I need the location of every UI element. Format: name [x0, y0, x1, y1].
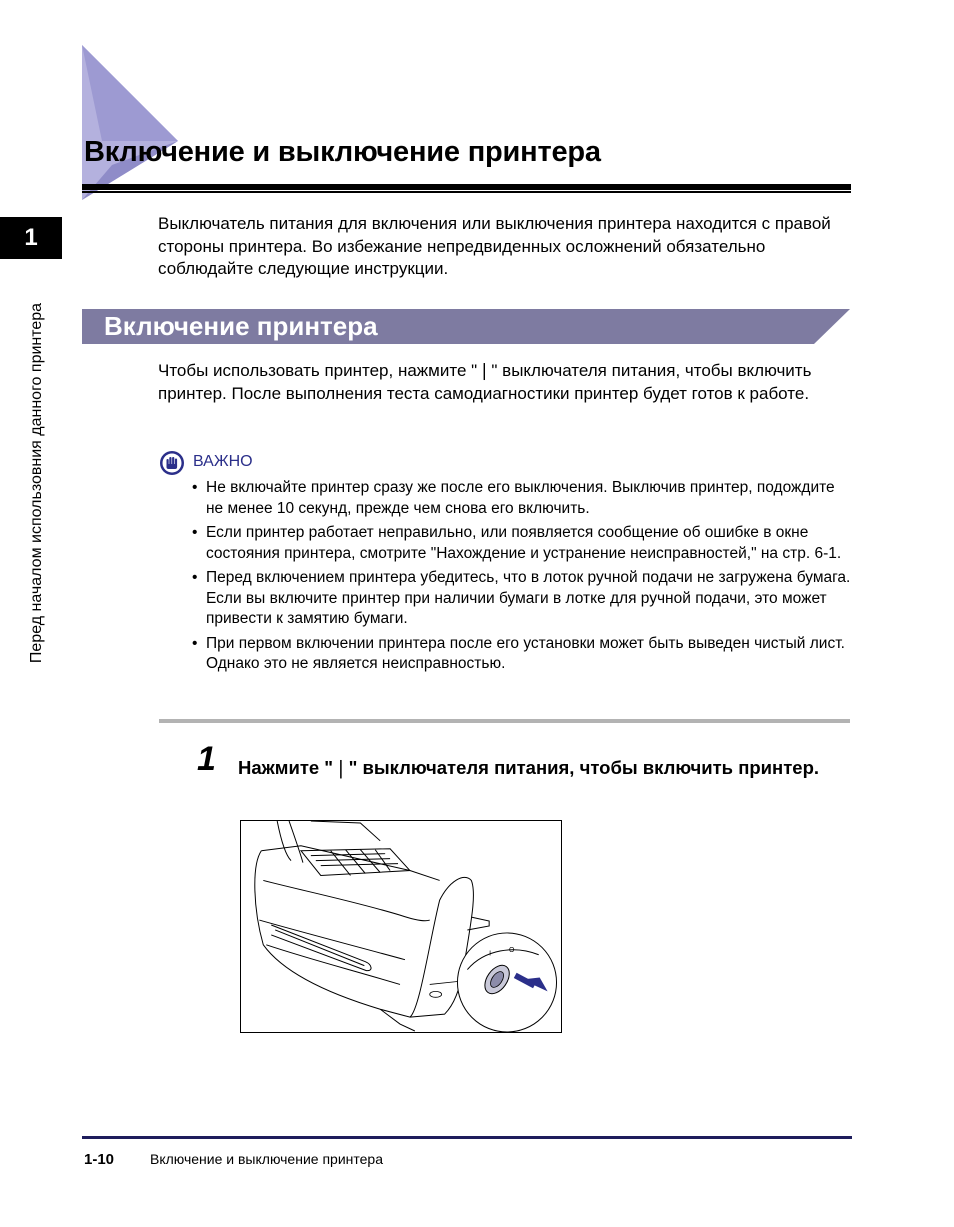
svg-text:I: I	[489, 950, 492, 958]
page-number: 1-10	[84, 1151, 115, 1168]
chapter-side-label: Перед началом использовния данного принтера	[28, 302, 45, 664]
section-separator	[159, 719, 850, 723]
hand-stop-icon	[158, 450, 186, 476]
intro-paragraph: Выключатель питания для включения или выключения принтера находится с правой стороны принтера. Во избежание непредвиденных осложнений обязательно соблюдайте следующие инструкции.	[158, 214, 831, 278]
footer-title: Включение и выключение принтера	[150, 1151, 383, 1167]
page-title: Включение и выключение принтера	[84, 136, 601, 168]
step-instruction: Нажмите "❘" выключателя питания, чтобы включить принтер.	[238, 757, 820, 778]
footer-rule	[82, 1136, 852, 1139]
svg-text:O: O	[508, 946, 515, 954]
printer-illustration	[240, 820, 562, 1033]
list-item: • Перед включением принтера убедитесь, что в лоток ручной подачи не загружена бумага. Если вы включите принтер при наличии бумаги в лотке для ручной подачи, это может привести к замятию бумаги.	[190, 568, 855, 630]
section-title: Включение принтера	[104, 311, 378, 341]
list-item: • При первом включении принтера после его установки может быть выведен чистый лист. Однако это не является неисправностью.	[190, 634, 855, 675]
section-paragraph: Чтобы использовать принтер, нажмите "❘" выключателя питания, чтобы включить принтер. После выполнения теста самодиагностики принтер будет готов к работе.	[158, 361, 812, 403]
important-label: ВАЖНО	[193, 453, 253, 470]
chapter-tab: 1	[0, 217, 62, 259]
important-list	[190, 478, 855, 679]
list-item: • Не включайте принтер сразу же после его выключения. Выключив принтер, подождите не менее 10 секунд, прежде чем снова его включить.	[190, 478, 855, 519]
corner-triangle-decoration	[82, 45, 182, 200]
list-item: • Если принтер работает неправильно, или появляется сообщение об ошибке в окне состояния принтера, смотрите "Нахождение и устранение неисправностей," на стр. 6-1.	[190, 523, 855, 564]
title-rule	[82, 184, 851, 190]
step-number: 1	[197, 740, 216, 778]
title-rule-thin	[82, 191, 851, 193]
